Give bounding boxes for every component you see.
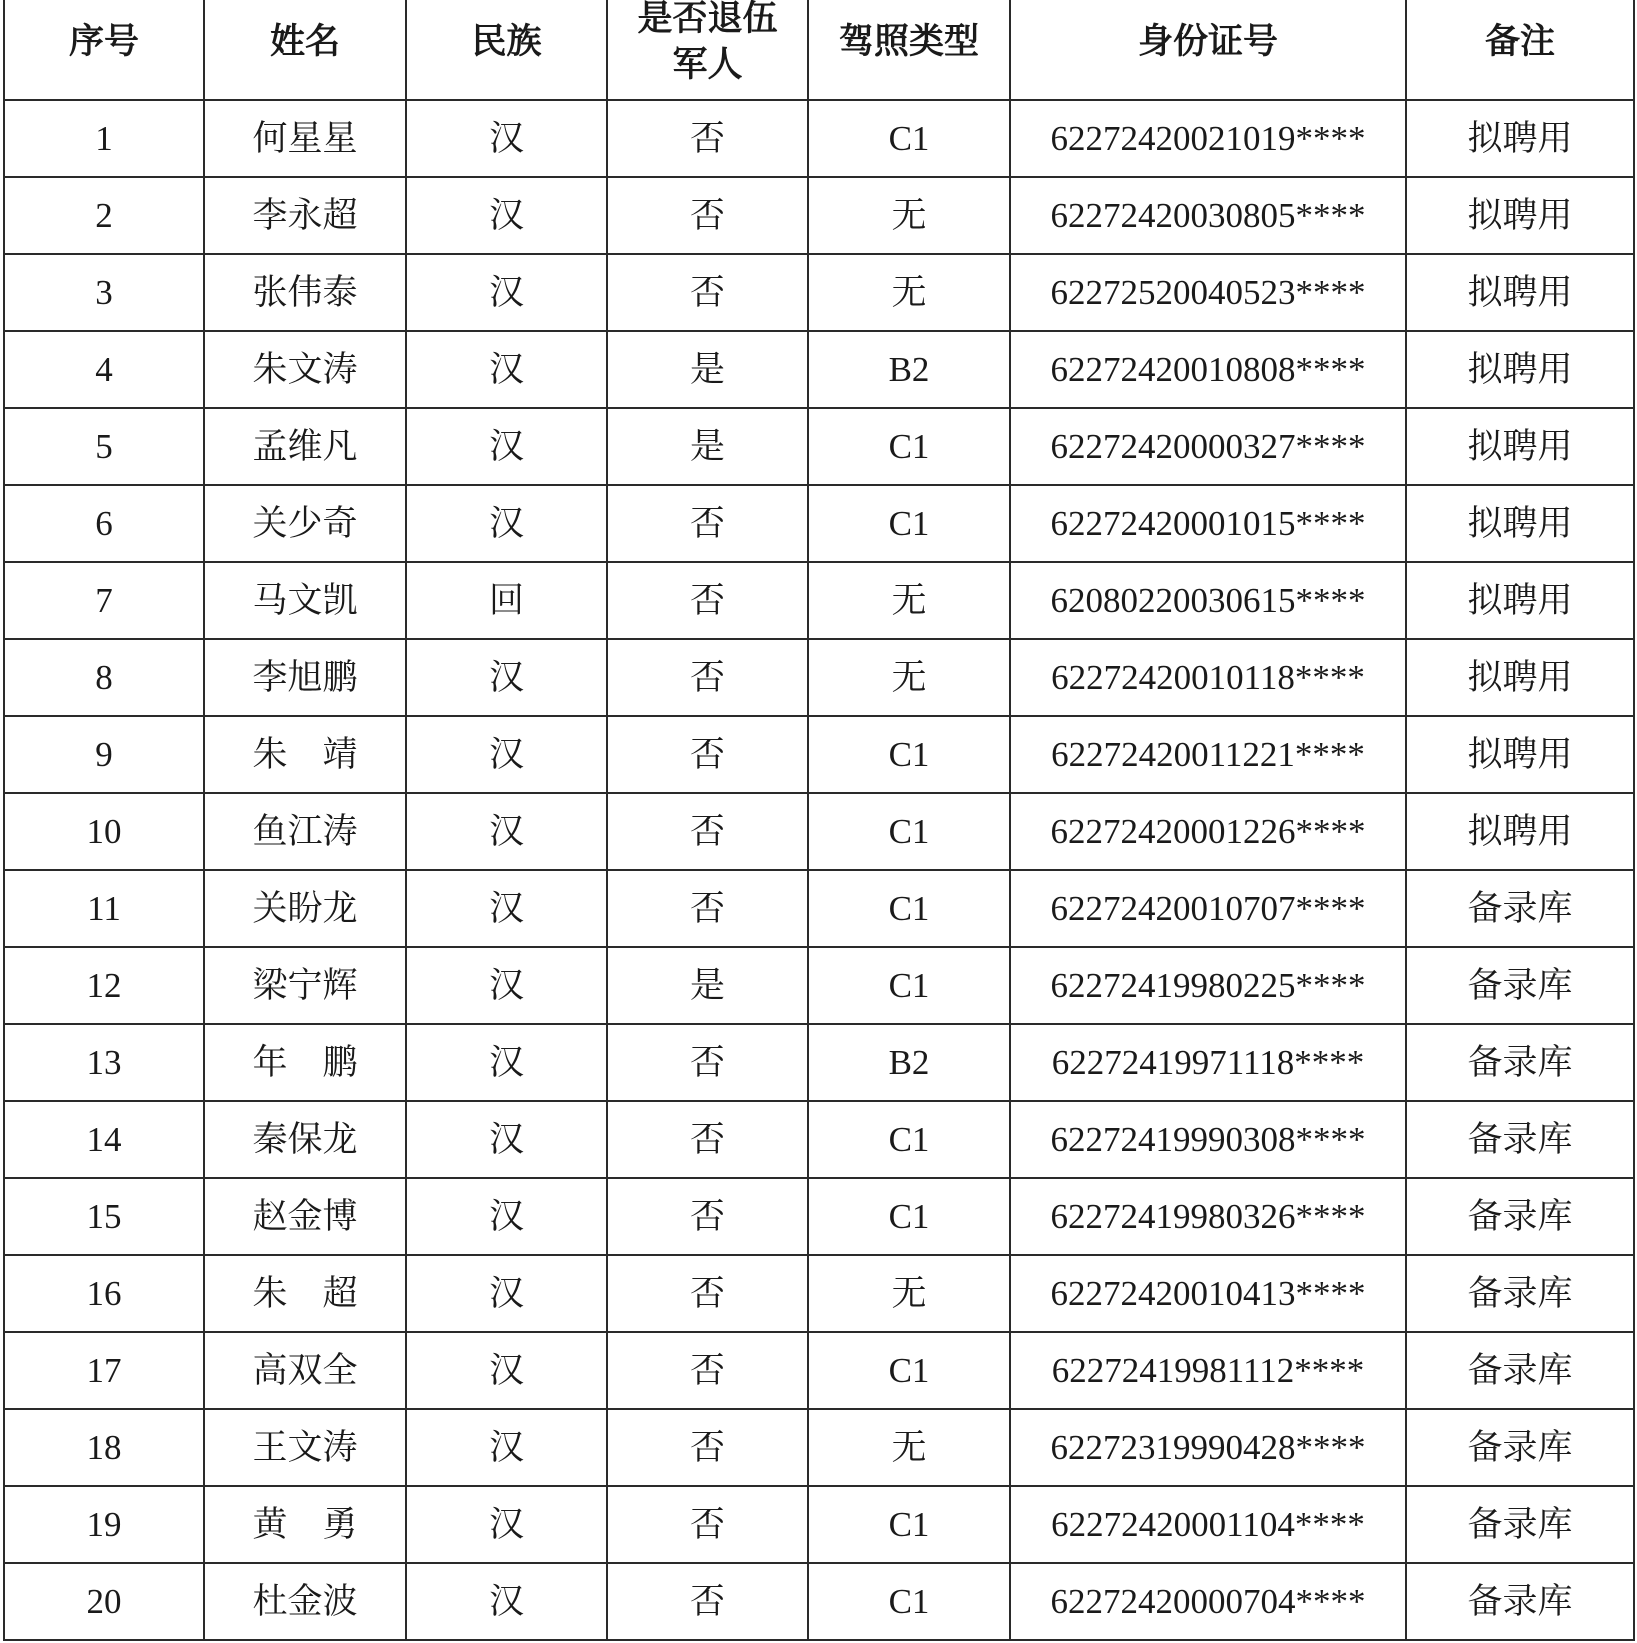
cell-name: 黄 勇 [205, 1487, 407, 1564]
cell-name: 朱文涛 [205, 332, 407, 409]
header-no: 序号 [5, 0, 205, 101]
cell-remark: 拟聘用 [1407, 794, 1635, 871]
cell-id-number: 62272420000327**** [1011, 409, 1407, 486]
cell-remark: 拟聘用 [1407, 717, 1635, 794]
cell-license: C1 [809, 1102, 1011, 1179]
table-row [5, 717, 1635, 794]
cell-remark: 拟聘用 [1407, 101, 1635, 178]
cell-no: 11 [5, 871, 205, 948]
cell-veteran: 否 [608, 1564, 809, 1641]
table-row [5, 1410, 1635, 1487]
cell-name: 李旭鹏 [205, 640, 407, 717]
cell-remark: 拟聘用 [1407, 332, 1635, 409]
header-remark: 备注 [1407, 0, 1635, 101]
cell-name: 李永超 [205, 178, 407, 255]
table-row [5, 640, 1635, 717]
cell-name: 张伟泰 [205, 255, 407, 332]
table-row [5, 486, 1635, 563]
cell-no: 15 [5, 1179, 205, 1256]
cell-id-number: 62272520040523**** [1011, 255, 1407, 332]
cell-ethnicity: 汉 [407, 1025, 608, 1102]
personnel-table [3, 0, 1635, 1641]
cell-veteran: 否 [608, 1333, 809, 1410]
cell-name: 杜金波 [205, 1564, 407, 1641]
cell-veteran: 否 [608, 1487, 809, 1564]
cell-no: 6 [5, 486, 205, 563]
header-ethnicity: 民族 [407, 0, 608, 101]
cell-id-number: 62272420010808**** [1011, 332, 1407, 409]
cell-ethnicity: 汉 [407, 794, 608, 871]
cell-id-number: 62272419980225**** [1011, 948, 1407, 1025]
cell-no: 9 [5, 717, 205, 794]
cell-license: B2 [809, 1025, 1011, 1102]
table-row [5, 563, 1635, 640]
cell-remark: 备录库 [1407, 1256, 1635, 1333]
cell-ethnicity: 汉 [407, 871, 608, 948]
cell-name: 王文涛 [205, 1410, 407, 1487]
cell-license: C1 [809, 1179, 1011, 1256]
cell-id-number: 62272420001226**** [1011, 794, 1407, 871]
table-row [5, 1487, 1635, 1564]
cell-license: C1 [809, 101, 1011, 178]
cell-remark: 备录库 [1407, 948, 1635, 1025]
cell-remark: 拟聘用 [1407, 486, 1635, 563]
cell-license: 无 [809, 563, 1011, 640]
cell-license: C1 [809, 948, 1011, 1025]
cell-veteran: 否 [608, 1025, 809, 1102]
cell-license: C1 [809, 794, 1011, 871]
cell-remark: 备录库 [1407, 1487, 1635, 1564]
cell-id-number: 62272420030805**** [1011, 178, 1407, 255]
cell-remark: 备录库 [1407, 1410, 1635, 1487]
cell-license: 无 [809, 178, 1011, 255]
cell-no: 18 [5, 1410, 205, 1487]
cell-ethnicity: 汉 [407, 640, 608, 717]
cell-veteran: 否 [608, 1410, 809, 1487]
cell-license: C1 [809, 1564, 1011, 1641]
cell-no: 4 [5, 332, 205, 409]
cell-ethnicity: 汉 [407, 1410, 608, 1487]
cell-ethnicity: 汉 [407, 486, 608, 563]
cell-ethnicity: 汉 [407, 1179, 608, 1256]
cell-id-number: 62272420011221**** [1011, 717, 1407, 794]
cell-ethnicity: 汉 [407, 255, 608, 332]
cell-license: 无 [809, 1256, 1011, 1333]
cell-ethnicity: 汉 [407, 1564, 608, 1641]
cell-ethnicity: 汉 [407, 1487, 608, 1564]
cell-id-number: 62272419980326**** [1011, 1179, 1407, 1256]
cell-name: 关盼龙 [205, 871, 407, 948]
cell-no: 7 [5, 563, 205, 640]
cell-license: 无 [809, 1410, 1011, 1487]
cell-ethnicity: 汉 [407, 101, 608, 178]
table-header-row [5, 0, 1635, 101]
cell-remark: 备录库 [1407, 1179, 1635, 1256]
cell-license: C1 [809, 486, 1011, 563]
table-row [5, 255, 1635, 332]
cell-remark: 拟聘用 [1407, 409, 1635, 486]
cell-veteran: 否 [608, 871, 809, 948]
cell-ethnicity: 汉 [407, 409, 608, 486]
cell-veteran: 是 [608, 948, 809, 1025]
cell-id-number: 62272420010118**** [1011, 640, 1407, 717]
cell-no: 14 [5, 1102, 205, 1179]
cell-remark: 备录库 [1407, 1025, 1635, 1102]
cell-id-number: 62272420010707**** [1011, 871, 1407, 948]
cell-license: C1 [809, 717, 1011, 794]
cell-no: 12 [5, 948, 205, 1025]
cell-license: 无 [809, 640, 1011, 717]
table-row [5, 1179, 1635, 1256]
cell-ethnicity: 汉 [407, 1102, 608, 1179]
cell-veteran: 否 [608, 486, 809, 563]
cell-veteran: 是 [608, 332, 809, 409]
cell-ethnicity: 汉 [407, 332, 608, 409]
cell-id-number: 62080220030615**** [1011, 563, 1407, 640]
cell-name: 马文凯 [205, 563, 407, 640]
cell-remark: 备录库 [1407, 1102, 1635, 1179]
cell-name: 高双全 [205, 1333, 407, 1410]
cell-no: 5 [5, 409, 205, 486]
cell-license: C1 [809, 1333, 1011, 1410]
cell-veteran: 否 [608, 1179, 809, 1256]
header-veteran: 是否退伍 军人 [608, 0, 809, 101]
cell-name: 孟维凡 [205, 409, 407, 486]
cell-veteran: 否 [608, 1102, 809, 1179]
cell-veteran: 否 [608, 640, 809, 717]
cell-id-number: 62272420001015**** [1011, 486, 1407, 563]
cell-no: 3 [5, 255, 205, 332]
cell-id-number: 62272419981112**** [1011, 1333, 1407, 1410]
cell-license: C1 [809, 871, 1011, 948]
cell-veteran: 否 [608, 178, 809, 255]
table-row [5, 1025, 1635, 1102]
table-row [5, 1333, 1635, 1410]
cell-name: 朱 靖 [205, 717, 407, 794]
table-row [5, 948, 1635, 1025]
header-id-number: 身份证号 [1011, 0, 1407, 101]
cell-id-number: 62272420021019**** [1011, 101, 1407, 178]
cell-name: 何星星 [205, 101, 407, 178]
cell-id-number: 62272420000704**** [1011, 1564, 1407, 1641]
cell-no: 20 [5, 1564, 205, 1641]
cell-veteran: 是 [608, 409, 809, 486]
cell-id-number: 62272420001104**** [1011, 1487, 1407, 1564]
cell-veteran: 否 [608, 101, 809, 178]
cell-remark: 拟聘用 [1407, 640, 1635, 717]
cell-name: 鱼江涛 [205, 794, 407, 871]
cell-license: C1 [809, 1487, 1011, 1564]
table-row [5, 794, 1635, 871]
cell-no: 2 [5, 178, 205, 255]
cell-remark: 备录库 [1407, 1333, 1635, 1410]
cell-veteran: 否 [608, 717, 809, 794]
cell-license: C1 [809, 409, 1011, 486]
cell-no: 1 [5, 101, 205, 178]
header-name: 姓名 [205, 0, 407, 101]
table-row [5, 101, 1635, 178]
cell-remark: 备录库 [1407, 871, 1635, 948]
cell-ethnicity: 汉 [407, 717, 608, 794]
cell-remark: 拟聘用 [1407, 255, 1635, 332]
cell-no: 13 [5, 1025, 205, 1102]
table-row [5, 1564, 1635, 1641]
cell-veteran: 否 [608, 1256, 809, 1333]
cell-no: 8 [5, 640, 205, 717]
cell-ethnicity: 回 [407, 563, 608, 640]
cell-id-number: 62272319990428**** [1011, 1410, 1407, 1487]
cell-id-number: 62272419971118**** [1011, 1025, 1407, 1102]
table-row [5, 871, 1635, 948]
cell-ethnicity: 汉 [407, 948, 608, 1025]
cell-name: 朱 超 [205, 1256, 407, 1333]
cell-name: 秦保龙 [205, 1102, 407, 1179]
cell-name: 梁宁辉 [205, 948, 407, 1025]
table-row [5, 1102, 1635, 1179]
cell-id-number: 62272419990308**** [1011, 1102, 1407, 1179]
table-row [5, 178, 1635, 255]
cell-no: 17 [5, 1333, 205, 1410]
cell-license: 无 [809, 255, 1011, 332]
cell-veteran: 否 [608, 563, 809, 640]
cell-ethnicity: 汉 [407, 1256, 608, 1333]
cell-id-number: 62272420010413**** [1011, 1256, 1407, 1333]
cell-veteran: 否 [608, 255, 809, 332]
cell-name: 赵金博 [205, 1179, 407, 1256]
cell-veteran: 否 [608, 794, 809, 871]
table-row [5, 409, 1635, 486]
cell-no: 10 [5, 794, 205, 871]
table-row [5, 332, 1635, 409]
cell-no: 19 [5, 1487, 205, 1564]
table-row [5, 1256, 1635, 1333]
header-license: 驾照类型 [809, 0, 1011, 101]
cell-remark: 拟聘用 [1407, 178, 1635, 255]
cell-no: 16 [5, 1256, 205, 1333]
cell-ethnicity: 汉 [407, 1333, 608, 1410]
cell-remark: 拟聘用 [1407, 563, 1635, 640]
cell-remark: 备录库 [1407, 1564, 1635, 1641]
cell-ethnicity: 汉 [407, 178, 608, 255]
cell-license: B2 [809, 332, 1011, 409]
cell-name: 年 鹏 [205, 1025, 407, 1102]
cell-name: 关少奇 [205, 486, 407, 563]
